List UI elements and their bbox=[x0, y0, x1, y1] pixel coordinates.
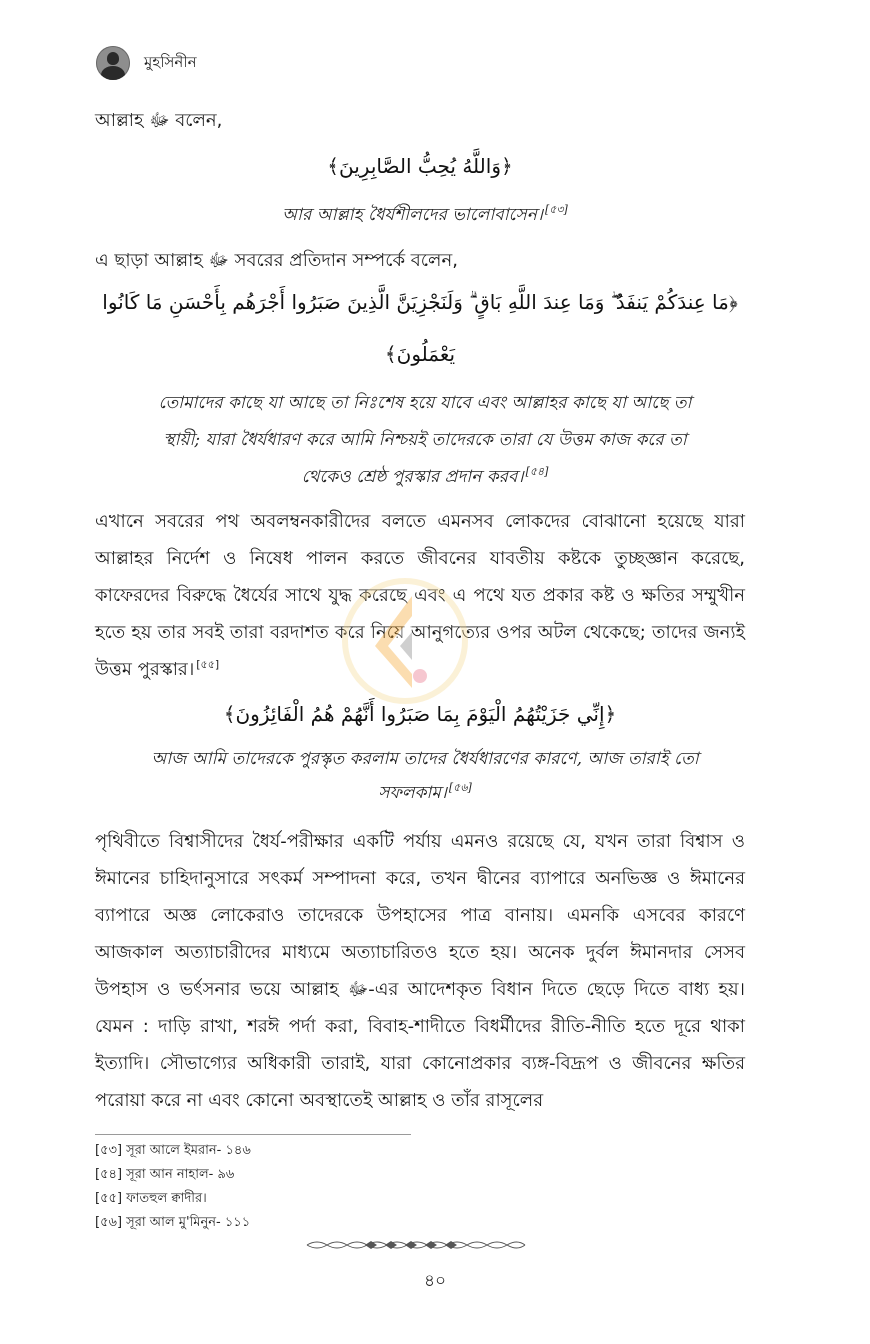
page-number: ৪০ bbox=[423, 1271, 447, 1291]
footnote: [৫৫] ফাতহুল ক্বাদীর। bbox=[95, 1191, 207, 1206]
arabic-verse: ﴿وَاللَّهُ يُحِبُّ الصَّابِرِينَ﴾ bbox=[327, 154, 513, 178]
intro-line: এ ছাড়া আল্লাহ ﷻ সবরের প্রতিদান সম্পর্কে বলেন, bbox=[95, 250, 458, 271]
footnote-ref[interactable]: [৫৪] bbox=[525, 465, 549, 479]
intro-line: আল্লাহ ﷻ বলেন, bbox=[95, 110, 223, 131]
verse-translation-line: থেকেও শ্রেষ্ঠ পুরস্কার প্রদান করব। [৫৪] bbox=[301, 465, 549, 487]
footnote: [৫৪] সূরা আন নাহাল- ৯৬ bbox=[95, 1167, 235, 1182]
footnote-ref[interactable]: [৫৩] bbox=[544, 203, 568, 217]
footnote-divider bbox=[95, 1134, 411, 1135]
body-paragraph: পৃথিবীতে বিশ্বাসীদের ধৈর্য-পরীক্ষার একটি পর্যায় এমনও রয়েছে যে, যখন তারা বিশ্বাস ও ঈমানের চাহিদানুসারে সৎকর্ম সম্পাদনা করে, তখন দ্বীনের ব্যাপারে অনভিজ্ঞ ও ঈমানের ব্যাপারে অজ্ঞ লোকেরাও তাদেরকে উপহাসের পাত্র বানায়। এমনকি এসবের কারণে আজকাল অত্যাচারীদের মাধ্যমে অত্যাচারিতও হতে হয়। অনেক দুর্বল ঈমানদার সেসব উপহাস ও ভর্ৎসনার ভয়ে আল্লাহ ﷻ-এর আদেশকৃত বিধান দিতে ছেড়ে দিতে বাধ্য হয়। যেমন : দাড়ি রাখা, শরঈ পর্দা করা, বিবাহ-শাদীতে বিধর্মীদের রীতি-নীতি হতে দূরে থাকা ইত্যাদি। সৌভাগ্যের অধিকারী তারাই, যারা কোনোপ্রকার ব্যঙ্গ-বিদ্রূপ ও জীবনের ক্ষতির পরোয়া করে না এবং কোনো অবস্থাতেই আল্লাহ ও তাঁর রাসূলের bbox=[95, 831, 745, 1111]
body-paragraph: এখানে সবরের পথ অবলম্বনকারীদের বলতে এমনসব লোকদের বোঝানো হয়েছে যারা আল্লাহর নির্দেশ ও নিষেধ পালন করতে জীবনের যাবতীয় কষ্টকে তুচ্ছজ্ঞান করেছে, কাফেরদের বিরুদ্ধে ধৈর্যের সাথে যুদ্ধ করেছে এবং এ পথে যত প্রকার কষ্ট ও ক্ষতির সম্মুখীন হতে হয় তার সবই তারা বরদাশত করে নিয়ে আনুগত্যের ওপর অটল থেকেছে; তাদের জন্যই উত্তম পুরস্কার। [৫৫] bbox=[95, 511, 745, 680]
ornament-divider-icon bbox=[305, 1238, 527, 1252]
footnote: [৫৬] সূরা আল মু'মিনুন- ১১১ bbox=[95, 1215, 251, 1230]
arabic-verse-line: يَعْمَلُونَ﴾ bbox=[384, 342, 456, 366]
avatar-silhouette-icon bbox=[96, 46, 130, 80]
verse-translation: আর আল্লাহ ধৈর্যশীলদের ভালোবাসেন। [৫৩] bbox=[282, 203, 568, 225]
page-header bbox=[96, 44, 197, 82]
arabic-verse: ﴿إِنِّي جَزَيْتُهُمُ الْيَوْمَ بِمَا صَبَرُوا أَنَّهُمْ هُمُ الْفَائِزُونَ﴾ bbox=[223, 702, 617, 726]
author-name: মুহসিনীন bbox=[144, 52, 197, 71]
footnote: [৫৩] সূরা আলে ইমরান- ১৪৬ bbox=[95, 1143, 251, 1158]
verse-translation-line: স্থায়ী; যারা ধৈর্যধারণ করে আমি নিশ্চয়ই তাদেরকে তারা যে উত্তম কাজ করে তা bbox=[163, 430, 687, 450]
publisher-logo-watermark bbox=[340, 576, 470, 706]
arabic-verse-line: ﴿مَا عِندَكُمْ يَنفَدُ ۖ وَمَا عِندَ اللَّهِ بَاقٍ ۗ وَلَنَجْزِيَنَّ الَّذِينَ صَبَرُوا أَجْرَهُم بِأَحْسَنِ مَا كَانُوا bbox=[102, 290, 738, 314]
verse-translation-line: আজ আমি তাদেরকে পুরস্কৃত করলাম তাদের ধৈর্যধারণের কারণে, আজ তারাই তো bbox=[151, 749, 699, 769]
verse-translation-line: সফলকাম। [৫৬] bbox=[378, 781, 472, 803]
footnote-ref[interactable]: [৫৫] bbox=[196, 658, 220, 671]
verse-translation-line: তোমাদের কাছে যা আছে তা নিঃশেষ হয়ে যাবে এবং আল্লাহর কাছে যা আছে তা bbox=[158, 393, 692, 413]
footnote-ref[interactable]: [৫৬] bbox=[448, 781, 472, 795]
